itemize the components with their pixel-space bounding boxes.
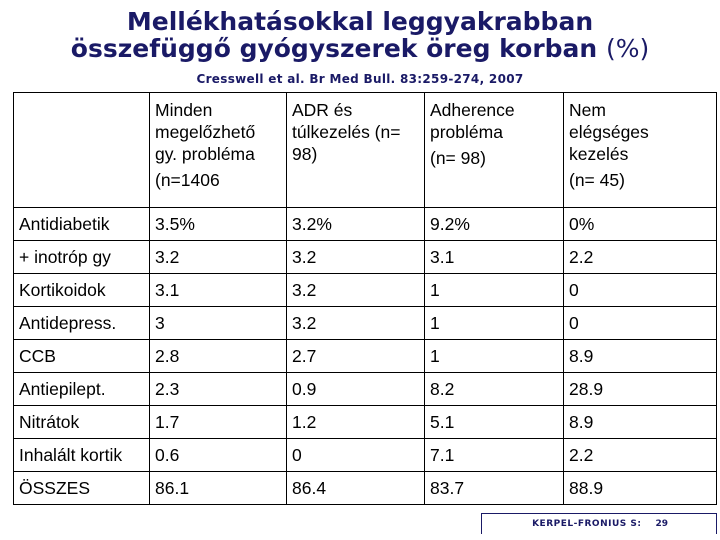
header-line: probléma	[430, 122, 503, 142]
table-row	[14, 439, 717, 472]
header-cell-empty	[14, 93, 150, 208]
table-cell: 2.2	[564, 241, 717, 274]
row-label: Nitrátok	[14, 406, 150, 439]
header-cell-all-preventable	[150, 93, 287, 208]
table-cell: 3	[150, 307, 287, 340]
table-row	[14, 373, 717, 406]
title-line-1: Mellékhatásokkal leggyakrabban	[126, 7, 594, 36]
table-row	[14, 307, 717, 340]
table-cell: 3.2%	[287, 208, 425, 241]
table-body	[14, 93, 717, 505]
header-line: túlkezelés (n=	[292, 122, 401, 142]
header-line: (n=1406	[155, 170, 220, 190]
table-cell: 3.2	[287, 241, 425, 274]
table-row-total	[14, 472, 717, 505]
header-line: Adherence	[430, 100, 515, 120]
table-cell: 28.9	[564, 373, 717, 406]
citation: Cresswell et al. Br Med Bull. 83:259-274, 2007	[196, 72, 524, 86]
table-cell: 0.6	[150, 439, 287, 472]
table-cell: 86.1	[150, 472, 287, 505]
table-cell: 3.2	[287, 274, 425, 307]
table-cell: 3.1	[425, 241, 564, 274]
title-line-2	[0, 35, 720, 62]
table-cell: 1	[425, 340, 564, 373]
drug-adr-table	[13, 92, 717, 505]
table-cell: 1.7	[150, 406, 287, 439]
table-cell: 8.9	[564, 340, 717, 373]
row-label: + inotróp gy	[14, 241, 150, 274]
table-cell: 0	[564, 274, 717, 307]
row-label: ÖSSZES	[14, 472, 150, 505]
table-cell: 8.9	[564, 406, 717, 439]
footer-author: KERPEL-FRONIUS S:	[532, 519, 642, 529]
header-line: gy. probléma	[155, 144, 255, 164]
slide-title	[0, 8, 720, 62]
table-cell: 3.2	[150, 241, 287, 274]
row-label: Antidepress.	[14, 307, 150, 340]
row-label: Antiepilept.	[14, 373, 150, 406]
table-cell: 3.5%	[150, 208, 287, 241]
table-cell: 8.2	[425, 373, 564, 406]
table-cell: 0	[564, 307, 717, 340]
table-cell: 83.7	[425, 472, 564, 505]
table-row	[14, 241, 717, 274]
table-row	[14, 406, 717, 439]
header-line: ADR és	[292, 100, 353, 120]
table-header-row	[14, 93, 717, 208]
row-label: Kortikoidok	[14, 274, 150, 307]
header-line: megelőzhető	[155, 122, 256, 142]
table-cell: 0%	[564, 208, 717, 241]
row-label: CCB	[14, 340, 150, 373]
title-percent: (%)	[605, 34, 650, 63]
title-line-2-text: összefüggő gyógyszerek öreg korban	[70, 34, 598, 63]
table-row	[14, 208, 717, 241]
table-cell: 3.2	[287, 307, 425, 340]
table-cell: 1.2	[287, 406, 425, 439]
table-cell: 1	[425, 274, 564, 307]
table-cell: 0.9	[287, 373, 425, 406]
table-cell: 9.2%	[425, 208, 564, 241]
header-line: elégséges	[569, 122, 649, 142]
table-cell: 0	[287, 439, 425, 472]
header-line: 98)	[292, 144, 318, 164]
table-cell: 2.8	[150, 340, 287, 373]
header-cell-insufficient-treatment	[564, 93, 717, 208]
header-line: Nem	[569, 100, 606, 120]
table-cell: 88.9	[564, 472, 717, 505]
header-cell-adr-overtreatment	[287, 93, 425, 208]
page-number: 29	[655, 519, 668, 529]
table-cell: 2.2	[564, 439, 717, 472]
header-line: Minden	[155, 100, 213, 120]
header-line: (n= 45)	[569, 170, 625, 190]
table-cell: 7.1	[425, 439, 564, 472]
table-cell: 86.4	[287, 472, 425, 505]
header-line: kezelés	[569, 144, 629, 164]
row-label: Inhalált kortik	[14, 439, 150, 472]
table-cell: 5.1	[425, 406, 564, 439]
footer	[481, 513, 717, 534]
row-label: Antidiabetik	[14, 208, 150, 241]
header-line: (n= 98)	[430, 148, 486, 168]
header-cell-adherence	[425, 93, 564, 208]
table-cell: 2.7	[287, 340, 425, 373]
table-cell: 3.1	[150, 274, 287, 307]
table-row	[14, 340, 717, 373]
table-cell: 1	[425, 307, 564, 340]
table-cell: 2.3	[150, 373, 287, 406]
table-row	[14, 274, 717, 307]
